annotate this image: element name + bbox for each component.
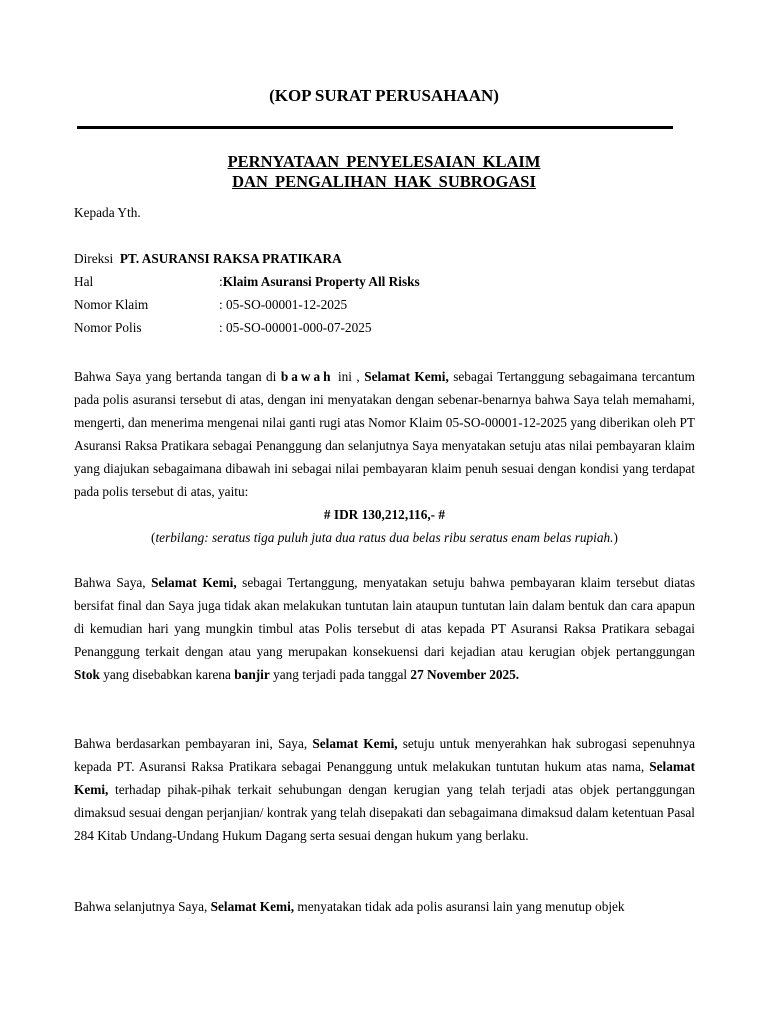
policy-number-row [74,319,694,342]
direksi-row [74,250,694,273]
p2-date: 27 November 2025. [410,667,520,682]
title-line-2: DAN PENGALIHAN HAK SUBROGASI [232,172,536,191]
p2-text-d: yang terjadi pada tanggal [269,667,411,682]
p4-text-a: Bahwa selanjutnya Saya, [74,899,211,914]
p2-text-a: Bahwa Saya, [74,575,152,590]
p3-text-b: setuju untuk menyerahkan hak subrogasi sepenuhnya kepada PT. Asuransi Raksa Pratikara sebagai Penanggung untuk melakukan tuntutan hukum atas nama, [74,736,695,774]
claim-number-row [74,296,694,319]
p1-name: Selamat Kemi, [364,369,449,384]
amount-in-words [74,526,695,549]
paragraph-1 [74,365,695,549]
p2-text-c: yang disebabkan karena [99,667,235,682]
paragraph-2 [74,571,695,686]
p3-text-a: Bahwa berdasarkan pembayaran ini, Saya, [74,736,313,751]
p3-name-1: Selamat Kemi, [312,736,398,751]
paragraph-4 [74,895,695,918]
p1-text-c: ini , [333,369,365,384]
p3-text-c: terhadap pihak-pihak terkait sehubungan dengan kerugian yang telah terjadi atas objek pertanggungan dimaksud sesuai dengan perjanjian/ kontrak yang telah disepakati dan sebagaimana dimaksud dalam ketentuan Pasal 284 Kitab Undang-Undang Hukum Dagang serta sesuai dengan hukum yang berlaku. [74,782,695,843]
p4-text-b: menyatakan tidak ada polis asuransi lain yang menutup objek [294,899,625,914]
hal-row [74,273,694,296]
title-line-1: PERNYATAAN PENYELESAIAN KLAIM [227,152,541,171]
addressee-greeting: Kepada Yth. [74,205,141,220]
header-divider [77,126,673,129]
p2-text-b: sebagai Tertanggung, menyatakan setuju bahwa pembayaran klaim tersebut diatas bersifat final dan Saya juga tidak akan melakukan tuntutan lain ataupun tuntutan lain dalam bentuk dan cara apapun di kemudian hari yang mungkin timbul atas Polis tersebut di atas kepada PT Asuransi Raksa Pratikara sebagai Penanggung terkait dengan atau yang merupakan konsekuensi dari kejadian atau kerugian objek pertanggungan [74,575,695,659]
hal-value: Klaim Asuransi Property All Risks [222,274,420,289]
paragraph-3 [74,732,695,847]
p1-text-d: sebagai Tertanggung sebagaimana tercantum pada polis asuransi tersebut di atas, dengan ini menyatakan dengan sebenar-benarnya bahwa Saya telah memahami, mengerti, dan menerima mengenai nilai ganti rugi atas Nomor Klaim 05-SO-00001-12-2025 yang diberikan oleh PT Asuransi Raksa Pratikara sebagai Penanggung dan selanjutnya Saya menyatakan setuju atas nilai pembayaran klaim yang diajukan sebagaimana dibawah ini sebagai nilai pembayaran klaim penuh sesuai dengan kondisi yang terdapat pada polis tersebut di atas, yaitu: [74,369,696,499]
claim-number-value: : 05-SO-00001-12-2025 [219,297,348,312]
p2-cause: banjir [234,667,270,682]
p3-name-2: Selamat Kemi, [74,759,695,797]
p2-object: Stok [74,667,100,682]
paren-open: ( [151,530,156,545]
paren-close: ) [613,530,618,545]
direksi-value: PT. ASURANSI RAKSA PRATIKARA [119,251,342,266]
amount-words-text: terbilang: seratus tiga puluh juta dua ratus dua belas ribu seratus enam belas rupiah. [155,530,614,545]
document-title [0,152,768,192]
claim-number-label: Nomor Klaim [74,297,149,312]
p4-name: Selamat Kemi, [210,899,295,914]
hal-colon: : [219,274,223,289]
company-letterhead-placeholder: (KOP SURAT PERUSAHAAN) [269,86,499,105]
direksi-label: Direksi [74,251,114,266]
p1-text-a: Bahwa Saya yang bertanda tangan di [74,369,281,384]
addressee-block [74,250,694,342]
p1-text-bawah: bawah [280,369,334,384]
claim-amount: # IDR 130,212,116,- # [323,507,446,522]
p2-name: Selamat Kemi, [151,575,237,590]
hal-label: Hal [74,274,94,289]
policy-number-value: : 05-SO-00001-000-07-2025 [219,320,372,335]
policy-number-label: Nomor Polis [74,320,142,335]
